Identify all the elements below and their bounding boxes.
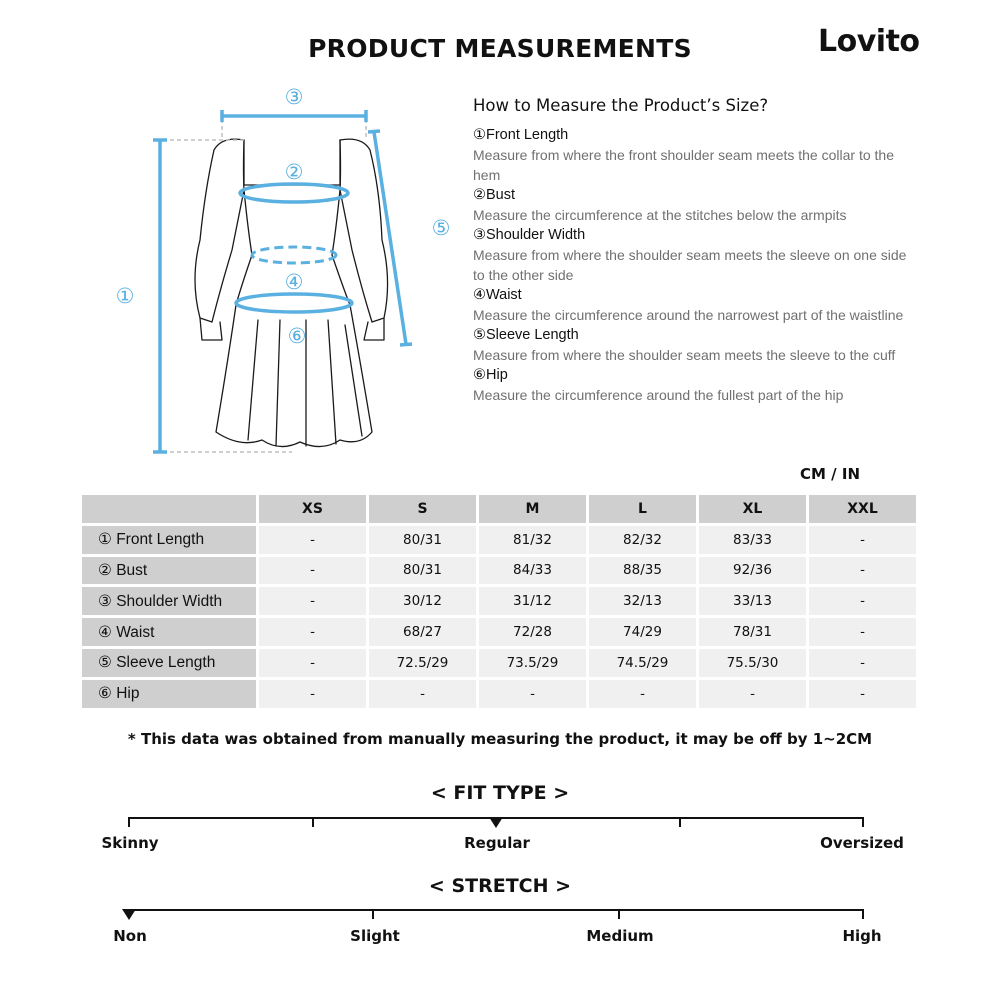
table-cell: - [259,587,366,615]
table-cell: - [259,649,366,677]
column-header: XXL [809,495,916,523]
brand-logo: Lovito [818,24,920,59]
table-row [82,680,916,708]
row-label: ④ Waist [82,618,256,646]
row-label: ② Bust [82,557,256,585]
fit-type-label-skinny: Skinny [101,834,159,852]
guide-item-title: ①Front Length [473,127,569,143]
column-header: M [479,495,586,523]
guide-item [473,125,913,185]
table-cell: - [259,557,366,585]
guide-item [473,365,913,405]
row-label: ⑥ Hip [82,680,256,708]
guide-item [473,185,913,225]
table-cell: 83/33 [699,526,806,554]
page-title: PRODUCT MEASUREMENTS [308,34,692,63]
table-cell: 84/33 [479,557,586,585]
table-cell: 78/31 [699,618,806,646]
diagram-label-4: ④ [284,270,304,294]
table-row [82,526,916,554]
guide-item [473,285,913,325]
stretch-tick [372,909,374,919]
guide-item-desc: Measure the circumference at the stitches below the armpits [473,207,847,223]
fit-type-tick [128,817,130,827]
fit-type-tick [679,817,681,827]
fit-type-title: < FIT TYPE > [430,782,570,804]
row-label: ⑤ Sleeve Length [82,649,256,677]
table-cell: - [479,680,586,708]
guide-item-desc: Measure the circumference around the fullest part of the hip [473,387,844,403]
table-cell: 68/27 [369,618,476,646]
table-cell: - [809,557,916,585]
guide-item-title: ④Waist [473,287,522,303]
guide-item [473,225,913,285]
table-cell: - [809,618,916,646]
table-row [82,618,916,646]
fit-type-label-regular: Regular [464,834,530,852]
table-cell: 33/13 [699,587,806,615]
guide-item-desc: Measure from where the front shoulder seam meets the collar to the hem [473,147,894,183]
table-cell: - [809,649,916,677]
stretch-label-medium: Medium [586,927,654,945]
guide-item-desc: Measure the circumference around the narrowest part of the waistline [473,307,904,323]
table-cell: - [259,526,366,554]
row-label: ① Front Length [82,526,256,554]
dress-diagram [0,0,470,470]
column-header: XL [699,495,806,523]
table-cell: 32/13 [589,587,696,615]
units-label: CM / IN [800,465,860,483]
table-cell: 80/31 [369,557,476,585]
guide-heading: How to Measure the Product’s Size? [473,96,769,115]
measure-guide [473,96,913,405]
table-cell: 88/35 [589,557,696,585]
stretch-tick [618,909,620,919]
table-cell: 92/36 [699,557,806,585]
table-cell: - [809,680,916,708]
diagram-label-3: ③ [284,85,304,109]
table-cell: 72.5/29 [369,649,476,677]
guide-item-title: ⑥Hip [473,367,508,383]
table-cell: - [589,680,696,708]
table-row [82,587,916,615]
fit-type-marker [489,817,503,828]
column-header: L [589,495,696,523]
column-header: S [369,495,476,523]
column-header: XS [259,495,366,523]
table-row [82,649,916,677]
stretch-title: < STRETCH > [428,875,572,897]
stretch-label-high: High [842,927,882,945]
guide-item-title: ③Shoulder Width [473,227,586,243]
stretch-label-non: Non [113,927,147,945]
table-cell: - [809,526,916,554]
table-corner [82,495,256,523]
diagram-label-1: ① [115,284,135,308]
diagram-label-5: ⑤ [431,216,451,240]
table-cell: 80/31 [369,526,476,554]
fit-type-tick [862,817,864,827]
diagram-label-6: ⑥ [287,324,307,348]
table-cell: 82/32 [589,526,696,554]
table-cell: 30/12 [369,587,476,615]
row-label: ③ Shoulder Width [82,587,256,615]
stretch-label-slight: Slight [350,927,400,945]
stretch-tick [862,909,864,919]
helper-lines [170,112,366,452]
guide-item [473,325,913,365]
table-cell: 31/12 [479,587,586,615]
table-cell: 73.5/29 [479,649,586,677]
table-header-row [82,495,916,523]
table-cell: - [369,680,476,708]
fit-type-label-oversized: Oversized [820,834,904,852]
guide-item-desc: Measure from where the shoulder seam meets the sleeve on one side to the other side [473,247,907,283]
table-cell: 72/28 [479,618,586,646]
table-cell: - [259,680,366,708]
stretch-marker [122,909,136,920]
table-row [82,557,916,585]
table-cell: - [259,618,366,646]
guide-item-title: ⑤Sleeve Length [473,327,579,343]
stretch-scale [128,909,864,911]
size-table [79,492,919,711]
table-cell: - [809,587,916,615]
table-cell: 75.5/30 [699,649,806,677]
fit-type-tick [312,817,314,827]
footnote: * This data was obtained from manually measuring the product, it may be off by 1~2CM [127,730,873,748]
guide-item-title: ②Bust [473,187,516,203]
table-cell: 74.5/29 [589,649,696,677]
diagram-label-2: ② [284,160,304,184]
table-cell: - [699,680,806,708]
guide-item-desc: Measure from where the shoulder seam meets the sleeve to the cuff [473,347,896,363]
table-cell: 74/29 [589,618,696,646]
table-cell: 81/32 [479,526,586,554]
